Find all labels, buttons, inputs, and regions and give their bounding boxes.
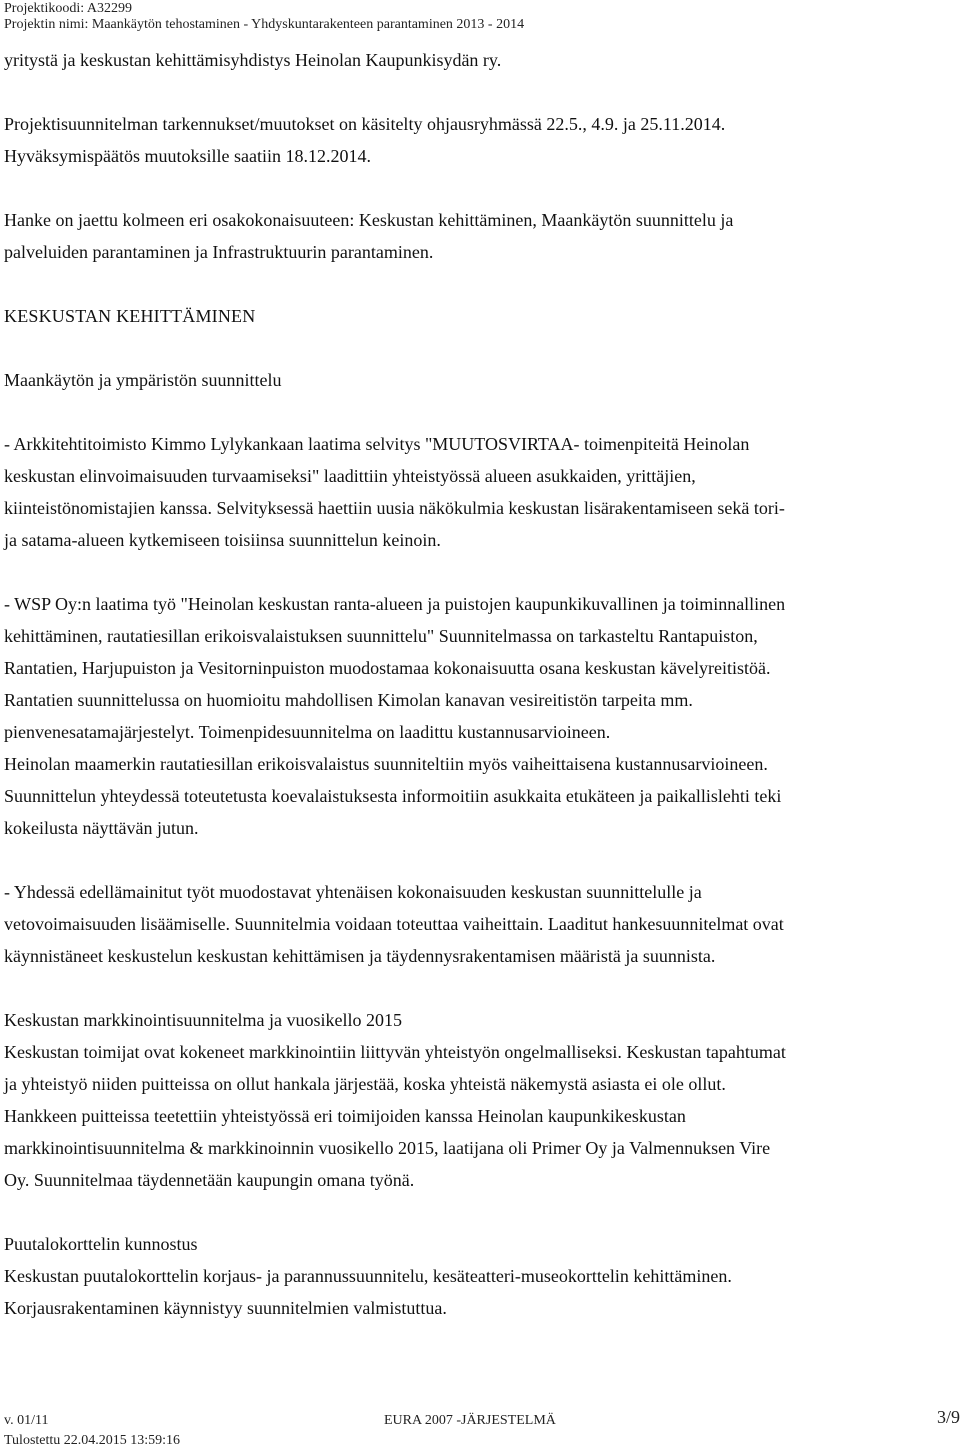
- paragraph-wsp-line-4: Rantatien suunnittelussa on huomioitu mahdollisen Kimolan kanavan vesireitistön tarpeita mm.: [4, 690, 693, 710]
- footer-print-timestamp: Tulostettu 22.04.2015 13:59:16: [4, 1433, 181, 1448]
- footer-version: v. 01/11: [4, 1413, 49, 1428]
- paragraph-markkinointi-line-4: markkinointisuunnitelma & markkinoinnin vuosikello 2015, laatijana oli Primer Oy ja Valmennuksen Vire: [4, 1138, 771, 1158]
- page-footer: [4, 1407, 960, 1448]
- paragraph-summary-line-3: käynnistäneet keskustelun keskustan kehittämisen ja täydennysrakentamisen määristä ja suunnista.: [4, 946, 716, 966]
- paragraph-wsp-line-2: kehittäminen, rautatiesillan erikoisvalaistuksen suunnittelu" Suunnitelmassa on tarkasteltu Rantapuiston,: [4, 626, 758, 646]
- paragraph-muutosvirtaa-line-3: kiinteistönomistajien kanssa. Selvityksessä haettiin uusia näkökulmia keskustan lisärakentamiseen sekä tori-: [4, 498, 785, 518]
- paragraph-markkinointi-line-5: Oy. Suunnitelmaa täydennetään kaupungin omana työnä.: [4, 1170, 415, 1190]
- paragraph-muutosvirtaa-line-1: - Arkkitehtitoimisto Kimmo Lylykankaan laatima selvitys "MUUTOSVIRTAA- toimenpiteitä Heinolan: [4, 434, 750, 454]
- project-name: Projektin nimi: Maankäytön tehostaminen - Yhdyskuntarakenteen parantaminen 2013 - 2014: [4, 17, 525, 32]
- paragraph-wsp-line-7: Suunnittelun yhteydessä toteutetusta koevalaistuksesta informoitiin asukkaita etukäteen ja paikallislehti teki: [4, 786, 782, 806]
- paragraph-wsp-line-5: pienvenesatamajärjestelyt. Toimenpidesuunnitelma on laadittu kustannusarvioineen.: [4, 722, 611, 742]
- paragraph-summary-line-2: vetovoimaisuuden lisäämiselle. Suunnitelmia voidaan toteuttaa vaiheittain. Laaditut hankesuunnitelmat ovat: [4, 914, 784, 934]
- subsection-heading-puutalokortteli: Puutalokorttelin kunnostus: [4, 1234, 198, 1254]
- paragraph-muutosvirtaa-line-4: ja satama-alueen kytkemiseen toisiinsa suunnittelun keinoin.: [4, 530, 441, 550]
- paragraph-subprojects-line-2: palveluiden parantaminen ja Infrastruktuurin parantaminen.: [4, 242, 434, 262]
- paragraph-revisions-line-1: Projektisuunnitelman tarkennukset/muutokset on käsitelty ohjausryhmässä 22.5., 4.9. ja 25.11.2014.: [4, 114, 726, 134]
- paragraph-puutalokortteli-line-2: Korjausrakentaminen käynnistyy suunnitelmien valmistuttua.: [4, 1298, 447, 1318]
- project-code: Projektikoodi: A32299: [4, 1, 132, 16]
- paragraph-intro: yritystä ja keskustan kehittämisyhdistys Heinolan Kaupunkisydän ry.: [4, 50, 502, 70]
- page-header: [4, 1, 524, 33]
- section-heading-keskustan-kehittaminen: KESKUSTAN KEHITTÄMINEN: [4, 306, 256, 326]
- paragraph-muutosvirtaa-line-2: keskustan elinvoimaisuuden turvaamiseksi" laadittiin yhteistyössä alueen asukkaiden, yrittäjien,: [4, 466, 696, 486]
- footer-system-name: EURA 2007 -JÄRJESTELMÄ: [384, 1413, 556, 1428]
- subsection-heading-maankaytto: Maankäytön ja ympäristön suunnittelu: [4, 370, 282, 390]
- paragraph-puutalokortteli-line-1: Keskustan puutalokorttelin korjaus- ja parannussuunnitelu, kesäteatteri-museokorttelin kehittäminen.: [4, 1266, 732, 1286]
- paragraph-wsp-line-1: - WSP Oy:n laatima työ "Heinolan keskustan ranta-alueen ja puistojen kaupunkikuvallinen ja toiminnallinen: [4, 594, 786, 614]
- paragraph-revisions-line-2: Hyväksymispäätös muutoksille saatiin 18.12.2014.: [4, 146, 371, 166]
- paragraph-markkinointi-line-1: Keskustan toimijat ovat kokeneet markkinointiin liittyvän yhteistyön ongelmalliseksi. Keskustan tapahtumat: [4, 1042, 786, 1062]
- document-body: [4, 44, 960, 1324]
- paragraph-markkinointi-line-2: ja yhteistyö niiden puitteissa on ollut hankala järjestää, koska yhteistä näkemystä asiasta ei ole ollut.: [4, 1074, 726, 1094]
- paragraph-markkinointi-line-3: Hankkeen puitteissa teetettiin yhteistyössä eri toimijoiden kanssa Heinolan kaupunkikeskustan: [4, 1106, 686, 1126]
- paragraph-summary-line-1: - Yhdessä edellämainitut työt muodostavat yhtenäisen kokonaisuuden keskustan suunnittelulle ja: [4, 882, 702, 902]
- paragraph-wsp-line-3: Rantatien, Harjupuiston ja Vesitorninpuiston muodostamaa kokonaisuutta osana keskustan kävelyreitistöä.: [4, 658, 771, 678]
- paragraph-subprojects-line-1: Hanke on jaettu kolmeen eri osakokonaisuuteen: Keskustan kehittäminen, Maankäytön suunnittelu ja: [4, 210, 734, 230]
- paragraph-wsp-line-6: Heinolan maamerkin rautatiesillan erikoisvalaistus suunniteltiin myös vaiheittaisena kustannusarvioineen.: [4, 754, 768, 774]
- subsection-heading-markkinointi: Keskustan markkinointisuunnitelma ja vuosikello 2015: [4, 1010, 402, 1030]
- paragraph-wsp-line-8: kokeilusta näyttävän jutun.: [4, 818, 199, 838]
- footer-page-number: 3/9: [936, 1407, 960, 1427]
